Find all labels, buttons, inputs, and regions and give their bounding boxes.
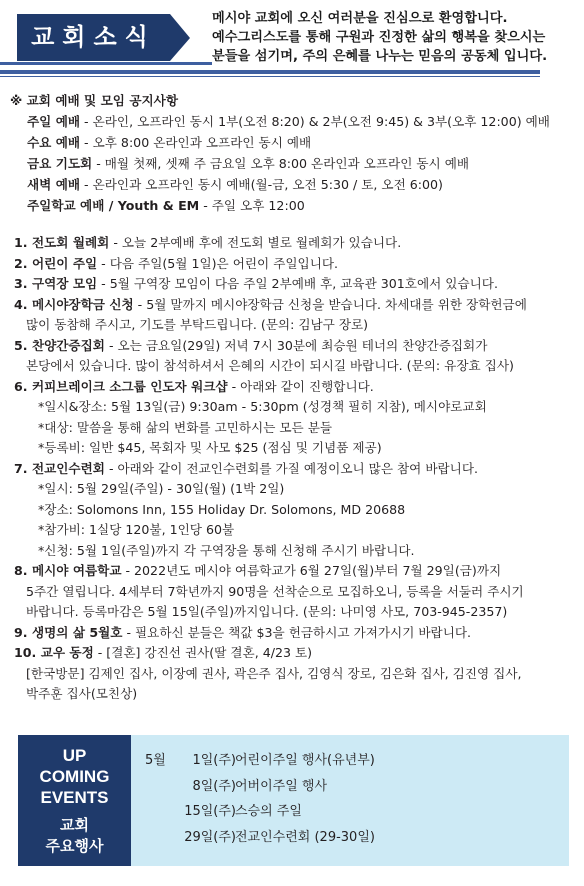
- item-text: - 오늘 2부예배 후에 전도회 별로 월례회가 있습니다.: [109, 235, 402, 250]
- item-number: 3.: [14, 276, 32, 291]
- notice-text: - 매월 첫째, 셋째 주 금요일 오후 8:00 온라인과 오프라인 동시 예배: [92, 156, 470, 171]
- list-item: [14, 254, 576, 275]
- item-title: 어린이 주일: [31, 255, 98, 271]
- welcome-message: [212, 9, 582, 66]
- item-title: 전도회 월례회: [31, 235, 110, 250]
- item-number: 1.: [14, 235, 32, 250]
- item-title: 구역장 모임: [31, 276, 98, 291]
- item-text: - 필요하신 분들은 책값 $3을 헌금하시고 가져가시기 바랍니다.: [122, 624, 472, 640]
- item-text: - 5월 말까지 메시야장학금 신청을 받습니다. 차세대를 위한 장학헌금에: [133, 296, 527, 312]
- item-title: 커피브레이크 소그룹 인도자 워크샵: [31, 378, 228, 394]
- item-text: - 아래와 같이 전교인수련회를 가질 예정이오니 많은 참여 바랍니다.: [104, 460, 478, 476]
- item-detail: *장소: Solomons Inn, 155 Holiday Dr. Solomons, MD 20688: [38, 501, 406, 517]
- item-title: 찬양간증집회: [31, 337, 105, 353]
- list-item: [14, 643, 576, 664]
- notice-label: 주일 예배: [27, 114, 81, 129]
- welcome-line: 분들을 섬기며, 주의 은혜를 나누는 믿음의 공동체 입니다.: [212, 49, 548, 64]
- item-number: 7.: [14, 460, 32, 476]
- welcome-line: 메시야 교회에 오신 여러분을 진심으로 환영합니다.: [212, 11, 508, 26]
- item-continuation: 많이 동참해 주시고, 기도를 부탁드립니다. (문의: 김남구 장로): [26, 317, 369, 332]
- event-day: 29일(주): [184, 829, 236, 845]
- events-label-line: 교회: [60, 816, 89, 834]
- divider: [0, 70, 540, 74]
- section-title: 교회소식: [17, 14, 170, 61]
- notice-heading: ※ 교회 예배 및 모임 공지사항: [10, 93, 178, 108]
- item-continuation: [한국방문] 김제인 집사, 이장예 권사, 곽은주 집사, 김영식 장로, 김은화 집사, 김진영 집사,: [26, 665, 522, 681]
- list-item: [14, 561, 576, 582]
- divider: [0, 62, 212, 65]
- header: [0, 0, 584, 80]
- item-number: 5.: [14, 337, 32, 353]
- item-continuation: 5주간 열립니다. 4세부터 7학년까지 90명을 선착순으로 모집하오니, 등록을 서둘러 주시기: [26, 583, 524, 599]
- item-detail: *등록비: 일반 $45, 목회자 및 사모 $25 (점심 및 기념품 제공): [38, 440, 382, 455]
- item-text: - 2022년도 메시야 여름학교가 6월 27일(월)부터 7월 29일(금)까지: [121, 563, 502, 578]
- item-text: - [결혼] 강진선 권사(딸 결혼, 4/23 토): [93, 645, 313, 660]
- item-detail: *일시&장소: 5월 13일(금) 9:30am - 5:30pm (성경책 필히 지참), 메시야로교회: [38, 399, 487, 414]
- event-day: 1일(주): [192, 753, 236, 768]
- item-text: - 5월 구역장 모임이 다음 주일 2부예배 후, 교육관 301호에서 있습니다.: [97, 276, 498, 291]
- events-label-line: 주요행사: [45, 837, 104, 855]
- item-number: 6.: [14, 378, 32, 394]
- list-item: [14, 336, 576, 357]
- item-continuation: 본당에서 있습니다. 많이 참석하셔서 은혜의 시간이 되시길 바랍니다. (문의: 유장효 집사): [26, 358, 514, 373]
- notice-text: - 주일 오후 12:00: [199, 198, 305, 213]
- notice-row: [10, 153, 570, 174]
- events-label: [18, 735, 131, 866]
- item-number: 2.: [14, 255, 32, 271]
- event-text: 어린이주일 행사(유년부): [235, 753, 375, 768]
- events-label-line: COMING: [39, 767, 110, 786]
- item-number: 10.: [14, 645, 41, 660]
- notice-text: - 오후 8:00 온라인과 오프라인 동시 예배: [80, 135, 312, 150]
- event-text: 전교인수련회 (29-30일): [235, 829, 375, 845]
- event-text: 스승의 주일: [235, 804, 302, 819]
- notice-label: 수요 예배: [27, 135, 81, 150]
- event-day: 8일(주): [192, 778, 236, 794]
- events-label-line: EVENTS: [40, 788, 109, 807]
- welcome-line: 예수그리스도를 통해 구원과 진정한 삶의 행복을 찾으시는: [212, 30, 546, 45]
- item-text: - 아래와 같이 진행합니다.: [227, 378, 374, 394]
- item-detail: *신청: 5월 1일(주일)까지 각 구역장을 통해 신청해 주시기 바랍니다.: [38, 542, 415, 558]
- list-item: [14, 377, 576, 398]
- upcoming-events: [18, 735, 569, 866]
- notice-row: [10, 195, 570, 216]
- item-detail: *일시: 5월 29일(주일) - 30일(월) (1박 2일): [38, 481, 285, 496]
- item-detail: *참가비: 1실당 120불, 1인당 60불: [38, 522, 235, 537]
- item-continuation: 바랍니다. 등록마감은 5월 15일(주일)까지입니다. (문의: 나미영 사모, 703-945-2357): [26, 604, 508, 619]
- item-title: 메시야장학금 신청: [31, 296, 134, 312]
- events-label-en: [18, 745, 131, 808]
- notice-text: - 온라인과 오프라인 동시 예배(월-금, 오전 5:30 / 토, 오전 6:00): [80, 177, 443, 192]
- item-detail: *대상: 말씀을 통해 삶의 변화를 고민하시는 모든 분들: [38, 419, 333, 435]
- notice-row: [10, 174, 570, 195]
- events-label-line: UP: [62, 746, 87, 765]
- notice-row: [10, 111, 570, 132]
- event-text: 어버이주일 행사: [235, 778, 328, 794]
- divider: [0, 76, 540, 77]
- list-item: [14, 233, 576, 254]
- notice-row: [10, 132, 570, 153]
- notice-text: - 온라인, 오프라인 동시 1부(오전 8:20) & 2부(오전 9:45) & 3부(오후 12:00) 예배: [80, 114, 550, 129]
- worship-notice: [10, 90, 570, 216]
- item-title: 전교인수련회: [31, 460, 105, 476]
- notice-label: 주일학교 예배 / Youth & EM: [27, 198, 200, 213]
- notice-label: 새벽 예배: [27, 177, 81, 192]
- list-item: [14, 459, 576, 480]
- list-item: [14, 623, 576, 644]
- item-number: 8.: [14, 563, 32, 578]
- event-day: 15일(주): [184, 804, 236, 819]
- announcement-list: [14, 233, 576, 705]
- item-text: - 다음 주일(5월 1일)은 어린이 주일입니다.: [97, 255, 339, 271]
- item-title: 생명의 삶 5월호: [31, 624, 123, 640]
- item-number: 4.: [14, 296, 32, 312]
- item-title: 교우 동정: [40, 645, 94, 660]
- events-label-kr: [18, 815, 131, 857]
- list-item: [14, 274, 576, 295]
- item-text: - 오는 금요일(29일) 저녁 7시 30분에 최승원 테너의 찬양간증집회가: [104, 337, 488, 353]
- notice-label: 금요 기도회: [27, 156, 93, 171]
- item-continuation: 박주훈 집사(모친상): [26, 686, 138, 701]
- item-title: 메시야 여름학교: [31, 563, 122, 578]
- list-item: [14, 295, 576, 316]
- event-month: 5월: [145, 753, 166, 768]
- item-number: 9.: [14, 624, 32, 640]
